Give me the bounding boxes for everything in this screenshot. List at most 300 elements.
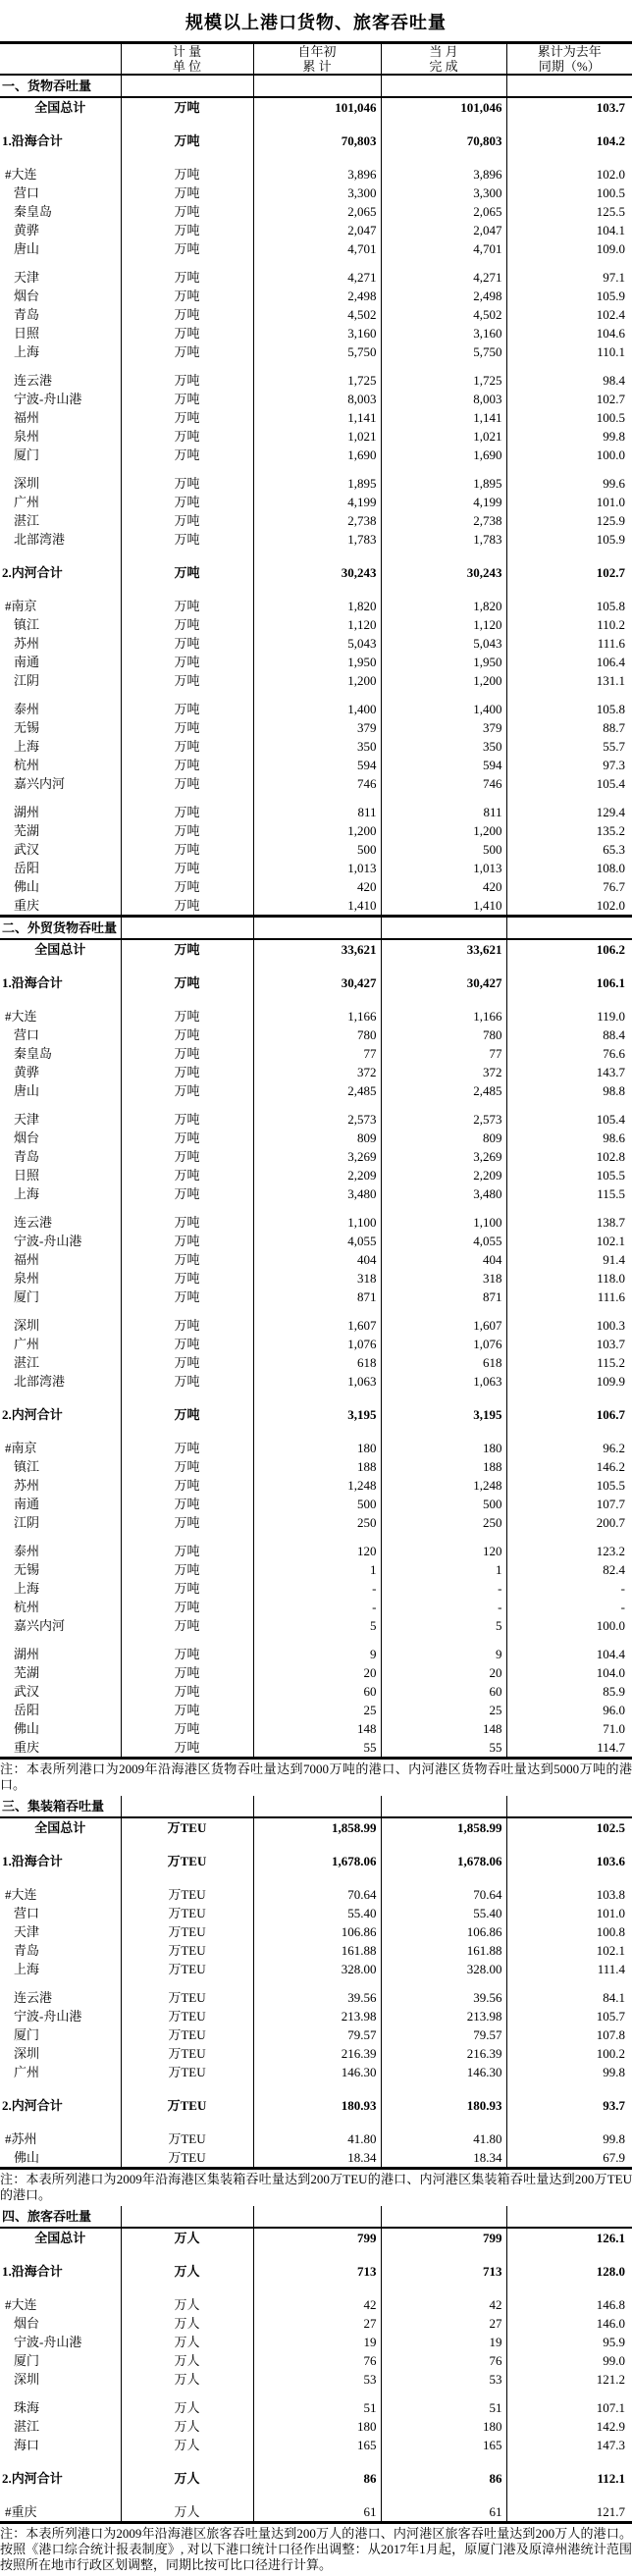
section-title-row <box>0 2206 632 2228</box>
spacer-row <box>0 361 632 371</box>
month-value: 76 <box>381 2351 506 2370</box>
ytd-value: 404 <box>253 1250 381 1269</box>
row-label: 岳阳 <box>0 859 121 877</box>
row-label: 2.内河合计 <box>0 1405 121 1424</box>
yoy-value: 97.3 <box>603 758 625 772</box>
ytd-value: 3,160 <box>253 324 381 342</box>
unit-cell: 万人 <box>121 2295 253 2314</box>
unit-cell: 万吨 <box>121 1513 253 1532</box>
table-row <box>0 1852 632 1870</box>
month-value: - <box>381 1598 506 1616</box>
row-label: 湖州 <box>0 803 121 821</box>
spacer-row <box>0 150 632 165</box>
month-value: 1,120 <box>381 615 506 634</box>
month-value: 404 <box>381 1250 506 1269</box>
unit-cell: 万吨 <box>121 1044 253 1063</box>
unit-cell: 万TEU <box>121 2007 253 2025</box>
yoy-value: 111.6 <box>597 1289 625 1304</box>
month-value: 33,621 <box>381 939 506 959</box>
unit-cell: 万吨 <box>121 1213 253 1232</box>
table-row <box>0 1405 632 1424</box>
month-value: 1,950 <box>381 653 506 671</box>
unit-cell: 万吨 <box>121 221 253 239</box>
unit-cell: 万吨 <box>121 1616 253 1635</box>
ytd-value: 18.34 <box>253 2148 381 2169</box>
unit-cell: 万吨 <box>121 737 253 756</box>
ytd-value: 1,141 <box>253 408 381 427</box>
month-value: 3,300 <box>381 184 506 202</box>
yoy-value: 103.7 <box>596 1337 625 1351</box>
row-label: 福州 <box>0 1250 121 1269</box>
yoy-value: - <box>620 1581 625 1596</box>
spacer-row <box>0 1391 632 1405</box>
yoy-value: 102.0 <box>596 898 625 913</box>
ytd-value: 30,427 <box>253 973 381 992</box>
table-row <box>0 1560 632 1579</box>
table-row <box>0 1110 632 1129</box>
yoy-value: - <box>620 1600 625 1614</box>
month-value: 216.39 <box>381 2044 506 2063</box>
unit-cell: 万吨 <box>121 493 253 511</box>
row-label: 福州 <box>0 408 121 427</box>
month-value: 871 <box>381 1288 506 1306</box>
ytd-value: 2,573 <box>253 1110 381 1129</box>
yoy-value: 71.0 <box>603 1721 625 1736</box>
unit-cell: 万吨 <box>121 371 253 390</box>
month-value: 8,003 <box>381 390 506 408</box>
table-row <box>0 2417 632 2436</box>
row-label: 天津 <box>0 268 121 287</box>
yoy-value: 102.1 <box>596 1943 625 1958</box>
unit-cell: 万吨 <box>121 1288 253 1306</box>
spacer-row <box>0 1306 632 1316</box>
table-row <box>0 1663 632 1682</box>
yoy-value: 104.0 <box>596 1665 625 1680</box>
unit-cell: 万吨 <box>121 671 253 690</box>
unit-cell: 万吨 <box>121 1353 253 1372</box>
table-row <box>0 371 632 390</box>
ytd-value: 871 <box>253 1288 381 1306</box>
unit-cell: 万吨 <box>121 390 253 408</box>
table-row <box>0 1166 632 1184</box>
unit-cell: 万吨 <box>121 896 253 917</box>
yoy-value: 105.4 <box>596 1112 625 1127</box>
spacer-row <box>0 2247 632 2262</box>
row-label: 珠海 <box>0 2398 121 2417</box>
unit-cell: 万吨 <box>121 1542 253 1560</box>
yoy-value: 76.6 <box>603 1046 625 1061</box>
ytd-value: 318 <box>253 1269 381 1288</box>
ytd-value: 101,046 <box>253 97 381 117</box>
spacer-row <box>0 549 632 563</box>
ytd-value: 76 <box>253 2351 381 2370</box>
ytd-value: 1,783 <box>253 530 381 549</box>
table-row <box>0 1719 632 1738</box>
month-value: 180.93 <box>381 2096 506 2115</box>
month-value: 55.40 <box>381 1904 506 1922</box>
month-value: - <box>381 1579 506 1598</box>
yoy-value: 100.5 <box>596 185 625 200</box>
unit-cell: 万吨 <box>121 1007 253 1025</box>
ytd-value: 3,269 <box>253 1147 381 1166</box>
table-row <box>0 2025 632 2044</box>
ytd-value: 5 <box>253 1616 381 1635</box>
unit-cell: 万TEU <box>121 1885 253 1904</box>
row-label: 青岛 <box>0 305 121 324</box>
month-value: 3,160 <box>381 324 506 342</box>
yoy-value: 100.5 <box>596 410 625 425</box>
month-value: 250 <box>381 1513 506 1532</box>
unit-cell: 万TEU <box>121 1960 253 1978</box>
row-label: 深圳 <box>0 2044 121 2063</box>
yoy-value: 105.9 <box>596 289 625 303</box>
row-label: 青岛 <box>0 1147 121 1166</box>
row-label: #大连 <box>0 1885 121 1904</box>
ytd-value: 5,750 <box>253 342 381 361</box>
month-value: 5,750 <box>381 342 506 361</box>
ytd-value: 60 <box>253 1682 381 1701</box>
ytd-value: 70,803 <box>253 131 381 150</box>
ytd-value: 2,485 <box>253 1081 381 1100</box>
unit-cell: 万TEU <box>121 2044 253 2063</box>
ytd-value: 594 <box>253 756 381 774</box>
yoy-value: 82.4 <box>603 1562 625 1577</box>
table-row <box>0 1129 632 1147</box>
row-label: 佛山 <box>0 1719 121 1738</box>
yoy-value: 110.1 <box>597 344 625 359</box>
yoy-value: 109.9 <box>596 1374 625 1389</box>
table-row <box>0 896 632 917</box>
column-header: 自年初 累 计 <box>253 43 381 76</box>
month-value: 1,141 <box>381 408 506 427</box>
unit-cell: 万吨 <box>121 165 253 184</box>
yoy-value: 146.8 <box>596 2297 625 2312</box>
unit-cell: 万吨 <box>121 1110 253 1129</box>
row-label: 湛江 <box>0 1353 121 1372</box>
yoy-value: 126.1 <box>596 2231 625 2245</box>
month-value: 1,410 <box>381 896 506 917</box>
table-row <box>0 1960 632 1978</box>
month-value: 25 <box>381 1701 506 1719</box>
yoy-value: 102.4 <box>596 307 625 322</box>
ytd-value: 328.00 <box>253 1960 381 1978</box>
yoy-value: 99.8 <box>603 2065 625 2079</box>
table-row <box>0 511 632 530</box>
unit-cell: 万吨 <box>121 1081 253 1100</box>
ytd-value: 180 <box>253 2417 381 2436</box>
unit-cell: 万吨 <box>121 1495 253 1513</box>
spacer-row <box>0 793 632 803</box>
month-value: 106.86 <box>381 1922 506 1941</box>
unit-cell: 万吨 <box>121 1184 253 1203</box>
table-row <box>0 2333 632 2351</box>
row-label: 佛山 <box>0 877 121 896</box>
month-value: 1,858.99 <box>381 1817 506 1837</box>
table-row <box>0 2436 632 2454</box>
row-label: 无锡 <box>0 1560 121 1579</box>
ytd-value: 1,200 <box>253 821 381 840</box>
row-label: 佛山 <box>0 2148 121 2169</box>
ytd-value: 350 <box>253 737 381 756</box>
unit-cell: 万人 <box>121 2417 253 2436</box>
ytd-value: 5,043 <box>253 634 381 653</box>
ytd-value: 500 <box>253 840 381 859</box>
ytd-value: 4,199 <box>253 493 381 511</box>
ytd-value: 713 <box>253 2262 381 2281</box>
month-value: 2,573 <box>381 1110 506 1129</box>
yoy-value: 103.8 <box>596 1887 625 1902</box>
month-value: 188 <box>381 1457 506 1476</box>
unit-cell: 万吨 <box>121 324 253 342</box>
month-value: 61 <box>381 2502 506 2523</box>
row-label: 营口 <box>0 1025 121 1044</box>
yoy-value: 96.2 <box>603 1441 625 1455</box>
table-row <box>0 184 632 202</box>
table-row <box>0 1353 632 1372</box>
row-label: 上海 <box>0 342 121 361</box>
row-label: 全国总计 <box>0 2228 121 2247</box>
unit-cell: 万人 <box>121 2351 253 2370</box>
row-label: 北部湾港 <box>0 1372 121 1391</box>
yoy-value: 114.7 <box>597 1740 625 1755</box>
unit-cell: 万TEU <box>121 1922 253 1941</box>
table-row <box>0 1476 632 1495</box>
table-row <box>0 1988 632 2007</box>
yoy-value: 111.4 <box>597 1962 625 1976</box>
table-row <box>0 756 632 774</box>
month-value: 4,701 <box>381 239 506 258</box>
ytd-value: 61 <box>253 2502 381 2523</box>
unit-cell: 万吨 <box>121 1598 253 1616</box>
table-row <box>0 474 632 493</box>
ytd-value: 1,678.06 <box>253 1852 381 1870</box>
row-label: 厦门 <box>0 2351 121 2370</box>
unit-cell: 万吨 <box>121 97 253 117</box>
unit-cell: 万TEU <box>121 1817 253 1837</box>
row-label: 湛江 <box>0 2417 121 2436</box>
unit-cell: 万吨 <box>121 1335 253 1353</box>
month-value: 1,820 <box>381 597 506 615</box>
yoy-value: 102.5 <box>596 1820 625 1835</box>
table-row <box>0 1316 632 1335</box>
table-row <box>0 2314 632 2333</box>
unit-cell: 万吨 <box>121 634 253 653</box>
table-row <box>0 653 632 671</box>
table-row <box>0 1542 632 1560</box>
table-row <box>0 821 632 840</box>
month-value: 1,013 <box>381 859 506 877</box>
unit-cell: 万吨 <box>121 597 253 615</box>
month-value: 618 <box>381 1353 506 1372</box>
row-label: #苏州 <box>0 2129 121 2148</box>
month-value: 1,690 <box>381 446 506 464</box>
table-row <box>0 774 632 793</box>
column-header <box>0 43 121 76</box>
month-value: 55 <box>381 1738 506 1759</box>
unit-cell: 万吨 <box>121 803 253 821</box>
unit-cell: 万吨 <box>121 615 253 634</box>
row-label: 无锡 <box>0 718 121 737</box>
month-value: 39.56 <box>381 1988 506 2007</box>
yoy-value: 121.2 <box>596 2372 625 2387</box>
month-value: 51 <box>381 2398 506 2417</box>
table-row <box>0 1269 632 1288</box>
row-label: 杭州 <box>0 1598 121 1616</box>
row-label: 黄骅 <box>0 221 121 239</box>
yoy-value: 105.8 <box>596 702 625 716</box>
ytd-value: 27 <box>253 2314 381 2333</box>
ytd-value: 165 <box>253 2436 381 2454</box>
table-row <box>0 1513 632 1532</box>
yoy-value: 123.2 <box>596 1544 625 1558</box>
spacer-row <box>0 2115 632 2129</box>
row-label: 南通 <box>0 653 121 671</box>
month-value: 713 <box>381 2262 506 2281</box>
row-label: 天津 <box>0 1922 121 1941</box>
row-label: #大连 <box>0 165 121 184</box>
yoy-value: 102.0 <box>596 167 625 182</box>
yoy-value: 85.9 <box>603 1684 625 1699</box>
yoy-value: 115.2 <box>597 1355 625 1370</box>
unit-cell: 万吨 <box>121 1405 253 1424</box>
row-label: 深圳 <box>0 1316 121 1335</box>
row-label: 营口 <box>0 184 121 202</box>
month-value: 372 <box>381 1063 506 1081</box>
yoy-value: 138.7 <box>596 1215 625 1230</box>
table-row <box>0 2148 632 2169</box>
yoy-value: 91.4 <box>603 1252 625 1267</box>
row-label: 烟台 <box>0 2314 121 2333</box>
row-label: 泉州 <box>0 427 121 446</box>
table-row <box>0 1738 632 1759</box>
unit-cell: 万吨 <box>121 700 253 718</box>
ytd-value: 148 <box>253 1719 381 1738</box>
row-label: 重庆 <box>0 1738 121 1759</box>
table-row <box>0 1081 632 1100</box>
yoy-value: 84.1 <box>603 1990 625 2005</box>
column-header: 累计为去年 同期（%） <box>506 43 632 76</box>
unit-cell: 万吨 <box>121 821 253 840</box>
table-row <box>0 615 632 634</box>
yoy-value: 119.0 <box>597 1009 625 1024</box>
throughput-table <box>0 41 632 2576</box>
table-row <box>0 427 632 446</box>
ytd-value: 618 <box>253 1353 381 1372</box>
table-row <box>0 1922 632 1941</box>
month-value: 1,678.06 <box>381 1852 506 1870</box>
yoy-value: 105.5 <box>596 1168 625 1183</box>
month-value: 4,055 <box>381 1232 506 1250</box>
spacer-row <box>0 582 632 597</box>
unit-cell: 万人 <box>121 2502 253 2523</box>
ytd-value: 4,502 <box>253 305 381 324</box>
table-row <box>0 2295 632 2314</box>
table-row <box>0 1701 632 1719</box>
yoy-value: 103.7 <box>596 100 625 115</box>
ytd-value: 1,690 <box>253 446 381 464</box>
ytd-value: 146.30 <box>253 2063 381 2081</box>
table-row <box>0 2351 632 2370</box>
table-row <box>0 2044 632 2063</box>
month-value: 41.80 <box>381 2129 506 2148</box>
yoy-value: 95.9 <box>603 2335 625 2349</box>
month-value: 2,047 <box>381 221 506 239</box>
unit-cell: 万吨 <box>121 1719 253 1738</box>
row-label: 全国总计 <box>0 97 121 117</box>
month-value: 500 <box>381 1495 506 1513</box>
month-value: 1,100 <box>381 1213 506 1232</box>
month-value: 1,783 <box>381 530 506 549</box>
table-row <box>0 342 632 361</box>
ytd-value: 25 <box>253 1701 381 1719</box>
table-row <box>0 2228 632 2247</box>
ytd-value: 30,243 <box>253 563 381 582</box>
month-value: 180 <box>381 1439 506 1457</box>
table-note: 注：本表所列港口为2009年沿海港区货物吞吐量达到7000万吨的港口、内河港区货物吞吐量达到5000万吨的港口。 <box>0 1761 632 1792</box>
unit-cell: 万吨 <box>121 1372 253 1391</box>
ytd-value: 4,055 <box>253 1232 381 1250</box>
month-value: 420 <box>381 877 506 896</box>
table-row <box>0 1817 632 1837</box>
ytd-value: 811 <box>253 803 381 821</box>
yoy-value: 67.9 <box>603 2150 625 2165</box>
month-value: 70,803 <box>381 131 506 150</box>
yoy-value: 106.1 <box>596 975 625 990</box>
row-label: 深圳 <box>0 2370 121 2389</box>
unit-cell: 万TEU <box>121 2096 253 2115</box>
ytd-value: 746 <box>253 774 381 793</box>
row-label: 泉州 <box>0 1269 121 1288</box>
yoy-value: 125.5 <box>596 204 625 219</box>
yoy-value: 103.6 <box>596 1854 625 1868</box>
yoy-value: 108.0 <box>596 861 625 875</box>
month-value: 1,725 <box>381 371 506 390</box>
ytd-value: 809 <box>253 1129 381 1147</box>
yoy-value: 98.6 <box>603 1130 625 1145</box>
spacer-row <box>0 1635 632 1645</box>
table-row <box>0 1372 632 1391</box>
unit-cell: 万吨 <box>121 1316 253 1335</box>
ytd-value: 41.80 <box>253 2129 381 2148</box>
table-row <box>0 840 632 859</box>
yoy-value: 105.9 <box>596 532 625 547</box>
table-row <box>0 131 632 150</box>
month-value: 811 <box>381 803 506 821</box>
yoy-value: 88.7 <box>603 720 625 735</box>
column-header: 计 量 单 位 <box>121 43 253 76</box>
ytd-value: 1 <box>253 1560 381 1579</box>
unit-cell: 万吨 <box>121 1025 253 1044</box>
section-title-row <box>0 75 632 97</box>
table-row <box>0 1044 632 1063</box>
yoy-value: 200.7 <box>596 1515 625 1530</box>
row-label: 日照 <box>0 324 121 342</box>
row-label: 嘉兴内河 <box>0 1616 121 1635</box>
table-row <box>0 2370 632 2389</box>
row-label: 深圳 <box>0 474 121 493</box>
yoy-value: 118.0 <box>597 1271 625 1286</box>
row-label: 镇江 <box>0 615 121 634</box>
month-value: 161.88 <box>381 1941 506 1960</box>
ytd-value: 33,621 <box>253 939 381 959</box>
yoy-value: 102.8 <box>596 1149 625 1164</box>
table-row <box>0 1213 632 1232</box>
yoy-value: 102.7 <box>596 565 625 580</box>
yoy-value: 143.7 <box>596 1065 625 1079</box>
month-value: 3,896 <box>381 165 506 184</box>
table-row <box>0 1147 632 1166</box>
yoy-value: 100.0 <box>596 1618 625 1633</box>
